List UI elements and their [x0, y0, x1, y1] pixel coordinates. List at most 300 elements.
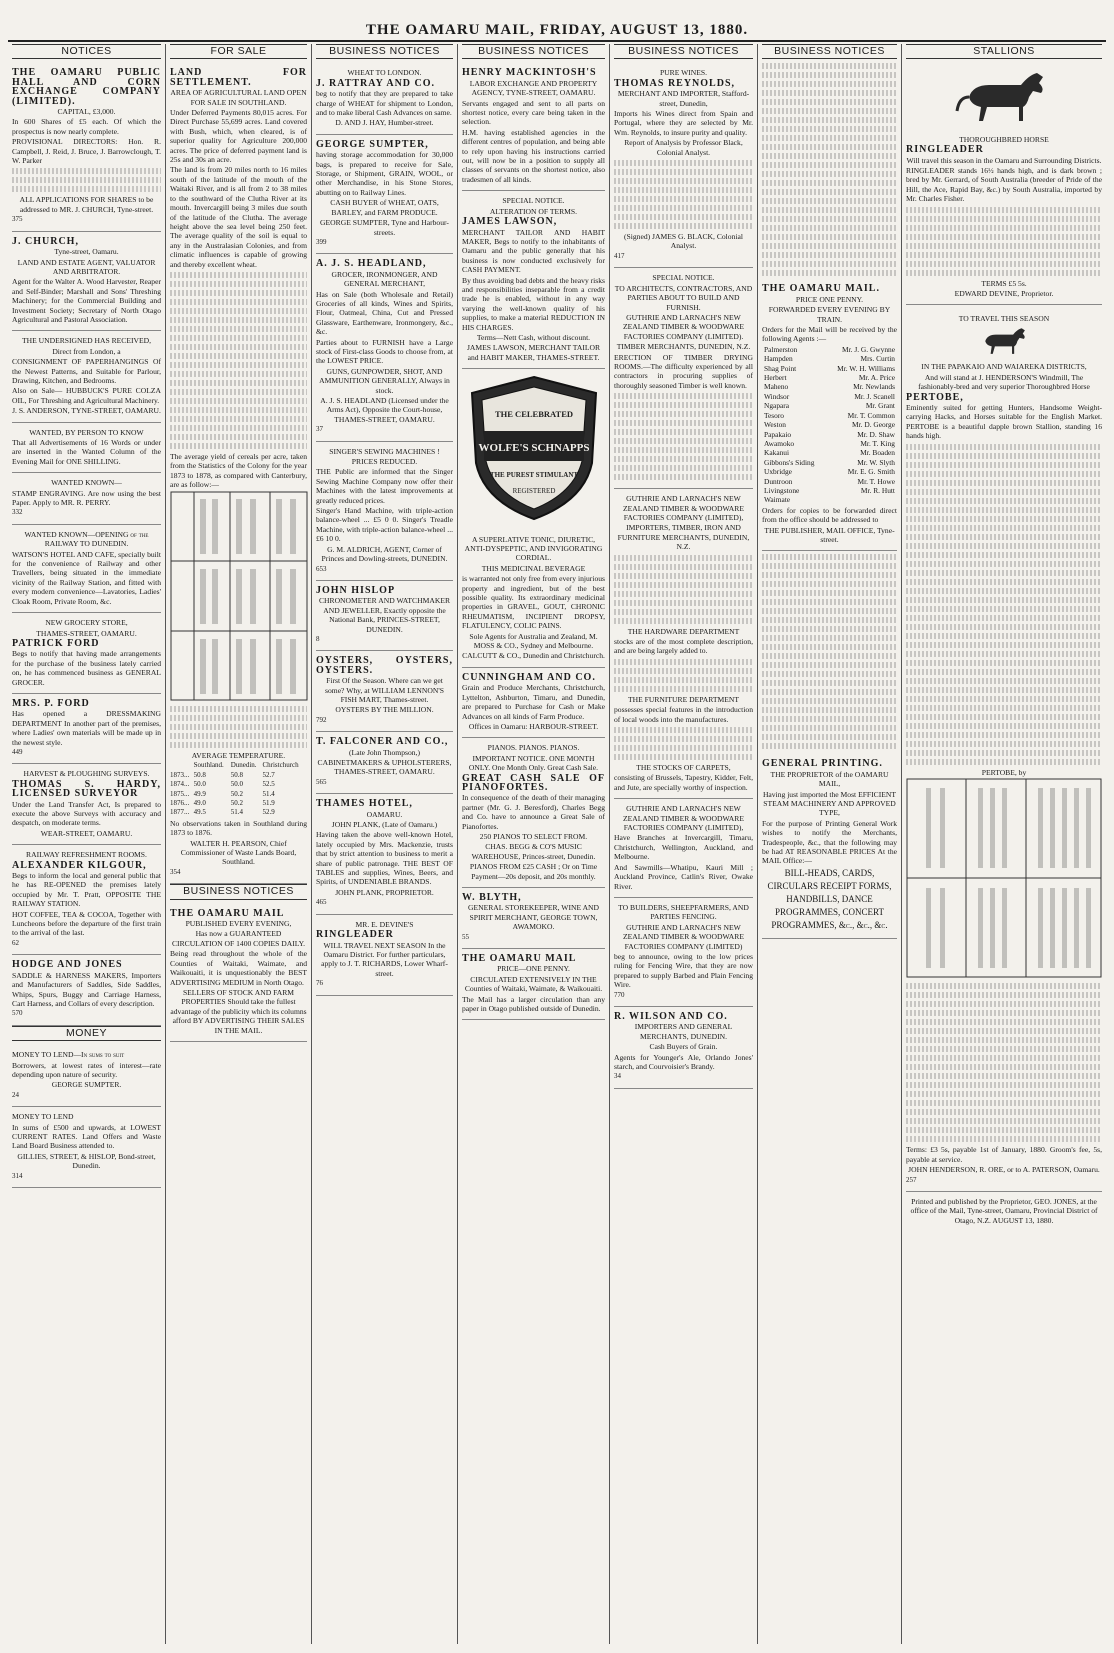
advert-money-2: [12, 1107, 161, 1188]
masthead-rule: [8, 40, 1106, 42]
advert-singer: [316, 442, 453, 581]
advert-number: 24: [12, 1090, 19, 1099]
advert-number: 570: [12, 1009, 23, 1018]
table-row: [170, 799, 307, 808]
advert-body: In sums of £500 and upwards, at LOWEST CURRENT RATES. Land Offers and Waste Land Board Business attended to.: [12, 1122, 161, 1151]
advert-body: In consequence of the death of their managing partner (Mr. G. J. Beresford), Charles Begg and Co. have to announce a Great Sale of Pianofortes.: [462, 793, 605, 831]
advert-sub: LABOR EXCHANGE AND PROPERTY AGENCY, TYNE-STREET, OAMARU.: [469, 78, 598, 98]
advert-head: GUTHRIE AND LARNACH'S NEW ZEALAND TIMBER & WOODWARE FACTORIES COMPANY (LIMITED).: [623, 312, 744, 341]
advert-land-settlement: [170, 63, 307, 884]
table-cell: Palmerston: [764, 344, 798, 354]
advert-sign: GEORGE SUMPTER.: [51, 1080, 122, 1090]
advert-head: HENRY MACKINTOSH'S: [462, 67, 597, 79]
advert-number: 55: [462, 932, 469, 941]
advert-number: 653: [316, 564, 327, 573]
table-cell: 50.0: [230, 780, 243, 789]
advert-head: THOMAS REYNOLDS,: [614, 77, 736, 89]
advert-body: Cash Buyers of Grain.: [649, 1042, 718, 1052]
advert-wanted-1: [12, 423, 161, 474]
advert-extra: Parties about to FURNISH have a Large stock of First-class Goods to choose from, at the LOWEST PRICE.: [316, 337, 453, 366]
advert-head: PATRICK FORD: [12, 637, 100, 649]
table-cell: Mr. T. King: [860, 438, 895, 448]
section-header: BUSINESS NOTICES: [462, 44, 605, 59]
advert-body: Begs to inform the local and general public that he has RE-OPENED the premises lately occupied by Mr. T. Pratt, OPPOSITE THE RAILWAY STATION.: [12, 871, 161, 909]
advert-head: THAMES HOTEL,: [316, 798, 413, 810]
table-row: [762, 373, 897, 382]
table-cell: Mr. Boaden: [860, 448, 895, 458]
advert-sign: D. AND J. HAY, Humber-street.: [335, 118, 434, 128]
advert-guthrie-1: [614, 268, 753, 489]
table-cell: Mr. E. G. Smith: [847, 467, 895, 477]
advert-title: GREAT CASH SALE OF PIANOFORTES.: [462, 772, 605, 793]
table-row: [762, 420, 897, 429]
table-cell: Herbert: [764, 373, 787, 383]
advert-extra: HOT COFFEE, TEA & COCOA, Together with Luncheons before the departure of the first train to the arrival of the last.: [12, 909, 161, 938]
advert-title: A SUPERLATIVE TONIC, DIURETIC, ANTI-DYSPEPTIC, AND INVIGORATING CORDIAL.: [464, 534, 603, 563]
advert-title: WHEAT TO LONDON.: [347, 68, 422, 78]
table-cell: Hampden: [764, 354, 793, 364]
advert-body: Will travel this season in the Oamaru and Surrounding Districts.: [906, 155, 1102, 165]
advert-body: Grain and Produce Merchants, Christchurch, Lyttelton, Ashburton, Timaru, and Dunedin, are prepared to Purchase for Cash or Make Advances on all kinds of Farm Produce.: [462, 683, 605, 721]
column-3: [312, 44, 458, 1644]
horse-icon: [974, 325, 1034, 355]
advert-saddlers: [12, 955, 161, 1025]
table-row: [762, 364, 897, 373]
advert-body: possesses special features in the introduction of local woods into the manufactures.: [614, 705, 753, 724]
advert-head: MONEY TO LEND: [12, 1112, 74, 1122]
advert-extra: Offices in Oamaru: HARBOUR-STREET.: [468, 721, 599, 731]
advert-body: Being read throughout the whole of the Counties of Waitaki, Waimate, and Waikouaiti, it is unquestionably the BEST ADVERTISING MEDIUM in North Otago.: [170, 949, 307, 987]
advert-mail-agents: [762, 279, 897, 551]
table-cell: Mr. J. Scanell: [854, 391, 895, 401]
table-cell: 50.2: [230, 799, 243, 807]
table-cell: Kakanui: [764, 448, 790, 458]
agents-table: [762, 345, 897, 505]
advert-body: For the purpose of Printing General Work wishes to notify the Merchants, Tradespeople, &c., that the following may be had AT REASONABLE PRICES At the MAIL Office:—: [762, 818, 897, 866]
table-cell: Mr. Grant: [865, 401, 895, 411]
table-row: [762, 392, 897, 401]
faded-text: [906, 207, 1102, 276]
advert-footer: ALL APPLICATIONS FOR SHARES to be addressed to MR. J. CHURCH, Tyne-street.: [19, 195, 154, 214]
advert-number: 62: [12, 938, 19, 947]
table-cell: Livingstone: [764, 485, 800, 495]
advert-extra: OYSTERS BY THE MILLION.: [335, 705, 434, 715]
advert-pianos: [462, 738, 605, 888]
imprint-text: Printed and published by the Proprietor, GEO. JONES, at the office of the Mail, Tyne-street, Oamaru, Provincial District of Otago, N.Z. AUGUST 13, 1880.: [910, 1196, 1098, 1225]
advert-title: WANTED, BY PERSON TO KNOW: [29, 427, 144, 437]
advert-extra: And Sawmills—Whatipu, Kauri Mill ; Auckland Province, Catlin's River, Owake River.: [614, 862, 753, 891]
advert-head: MRS. P. FORD: [12, 697, 90, 709]
table-cell: 50.8: [193, 770, 206, 779]
advert-general-printing: [762, 754, 897, 938]
advert-public-hall: [12, 63, 161, 231]
column-7: [902, 44, 1106, 1644]
table-cell: 51.4: [230, 808, 243, 817]
table-cell: Maheno: [764, 382, 789, 392]
advert-number: 465: [316, 898, 327, 907]
section-header: BUSINESS NOTICES: [316, 44, 453, 59]
advert-sign: G. M. ALDRICH, AGENT, Corner of Princes and Dowling-streets, DUNEDIN.: [321, 544, 448, 564]
advert-body: CIRCULATED EXTENSIVELY IN THE Counties of Waitaki, Waimate, & Waikouaiti.: [464, 974, 603, 994]
column-2: [166, 44, 312, 1644]
advert-title: THE HARDWARE DEPARTMENT: [627, 626, 740, 636]
table-cell: Ngapara: [764, 401, 790, 411]
advert-body: SADDLE & HARNESS MAKERS, Importers and Manufacturers of Saddles, Side Saddles, Whips, Spurs, Buggy and Carriage Harness, Cart Harness, and Collars of every description.: [12, 970, 161, 1008]
advert-ringleader: [316, 915, 453, 996]
table-cell: [825, 495, 897, 504]
advert-body: Has now a GUARANTEED CIRCULATION OF 1400 COPIES DAILY.: [171, 929, 306, 948]
advert-sign: J. S. ANDERSON, TYNE-STREET, OAMARU.: [12, 406, 161, 416]
advert-number: 332: [12, 508, 23, 517]
advert-body: Orders for the Mail will be received by the following Agents :—: [762, 325, 897, 344]
advert-guthrie-3: [614, 799, 753, 898]
advert-body: First Of the Season. Where can we get some? Why, at WILLIAM LENNON'S FISH MART, Thames-street.: [325, 676, 444, 704]
table-row: [762, 477, 897, 486]
table-cell: Christchurch: [262, 761, 299, 770]
advert-body: The Mail has a larger circulation than any paper in Otago published outside of Dunedin.: [462, 994, 605, 1014]
advert-sub: MERCHANT AND IMPORTER, Stafford-street, Dunedin,: [617, 89, 750, 108]
advert-head: JOHN HISLOP: [316, 584, 396, 596]
faded-text: [12, 168, 161, 192]
table-cell: Papakaio: [764, 429, 792, 439]
advert-body: In 600 Shares of £5 each. Of which the prospectus is now nearly complete.: [12, 117, 161, 136]
advert-number: 399: [316, 237, 327, 246]
advert-head: THE OAMARU MAIL.: [762, 283, 880, 295]
advert-head: GEORGE SUMPTER,: [316, 138, 429, 150]
table-cell: 1874...: [170, 780, 190, 789]
advert-sub: OAMARU.: [366, 809, 403, 819]
advert-head: JAMES LAWSON,: [462, 216, 558, 228]
table-row: [170, 780, 307, 789]
advert-sign: GEORGE SUMPTER, Tyne and Harbour-streets.: [320, 218, 449, 237]
advert-head: A. J. S. HEADLAND,: [316, 258, 427, 270]
advert-sign: JOHN PLANK, PROPRIETOR.: [335, 887, 434, 897]
advert-body: WILL TRAVEL NEXT SEASON In the Oamaru District. For further particulars, apply to J. T. RICHARDS, Lower Wharf-street.: [321, 940, 448, 978]
advert-headland: [316, 254, 453, 441]
advert-oysters: [316, 651, 453, 732]
advert-mail-circulation: [462, 949, 605, 1020]
advert-number: 314: [12, 1171, 23, 1180]
advert-money-1: [12, 1045, 161, 1107]
advert-head: GUTHRIE AND LARNACH'S NEW ZEALAND TIMBER & WOODWARE FACTORIES COMPANY (LIMITED),: [623, 494, 744, 522]
table-row: [762, 448, 897, 457]
advert-body: THE Public are informed that the Singer Sewing Machine Company now offer their Machines with the latest improvements at greatly reduced prices.: [316, 467, 453, 505]
advert-number: 8: [316, 634, 320, 643]
advert-body: And will stand at J. HENDERSON'S Windmill, The fashionably-bred and very superior Thoroughbred Horse: [918, 372, 1090, 392]
advert-number: 565: [316, 777, 327, 786]
advert-number: 770: [614, 990, 625, 999]
advert-title: SPECIAL NOTICE.: [652, 273, 715, 283]
advert-body: WATSON'S HOTEL AND CAFE, specially built for the convenience of Railway and other Travellers, being situated in the immediate vicinity of the Railway Station, and fitted with every modern convenience—Lavatories, Ladies' Cloak Room, Private Room, &c.: [12, 549, 161, 606]
advert-sign: Sole Agents for Australia and Zealand, M. MOSS & CO., Sydney and Melbourne.: [469, 631, 598, 651]
advert-body: beg to notify that they are prepared to take charge of WHEAT for shipment to London, and to make liberal Cash Advances on same.: [316, 89, 453, 118]
faded-text: [614, 659, 753, 692]
advert-title: THE OAMARU PUBLIC HALL AND CORN EXCHANGE COMPANY (LIMITED).: [12, 67, 161, 107]
section-header: BUSINESS NOTICES: [614, 44, 753, 59]
advert-head: RINGLEADER: [316, 929, 394, 941]
advert-body: Has opened a DRESSMAKING DEPARTMENT In another part of the premises, where Ladies' own materials will be made up in the newest style.: [12, 709, 161, 747]
advert-body: CONSIGNMENT OF PAPERHANGINGS Of the Newest Patterns, and Suitable for Parlour, Drawing, Kitchen, and Bedrooms.: [12, 357, 161, 385]
advert-number: 792: [316, 715, 327, 724]
advert-title: THE STOCKS OF CARPETS,: [636, 763, 731, 773]
advert-body: IMPORTANT NOTICE. ONE MONTH ONLY. One Month Only. Great Cash Sale.: [468, 753, 599, 773]
advert-number: 449: [12, 747, 23, 756]
advert-guthrie-2: [614, 489, 753, 799]
advert-body: By thus avoiding bad debts and the heavy risks and responsibilities inseparable from a credit trade he is enabled, without in any way varying the well-known quality of his supplies, to make a material REDUCTION IN HIS CHARGES.: [462, 275, 605, 332]
table-row: [762, 345, 897, 354]
advert-reynolds: [614, 63, 753, 268]
advert-body: Has on Sale (both Wholesale and Retail) Groceries of all kinds, Wines and Spirits, Flour, Oatmeal, China, Cut and Pressed Glassware, Earthenware, Ironmongery, &c., &c.: [316, 289, 453, 337]
advert-body: Begs to notify that having made arrangements for the purchase of the business lately carried on, he has commenced business as GENERAL GROCER.: [12, 649, 161, 687]
table-cell: Mr. Newlands: [853, 382, 895, 392]
advert-body: The average yield of cereals per acre, taken from the Statistics of the Colony for the year 1873 to 1878, as compared with Canterbury, are as follow:—: [170, 451, 307, 490]
table-cell: Southland.: [193, 761, 224, 770]
temperature-table: [170, 761, 307, 817]
seal-bottom-text: THE PUREST STIMULANT: [489, 471, 578, 480]
advert-number: 37: [316, 425, 323, 434]
table-row: [762, 439, 897, 448]
table-cell: Windsor: [764, 391, 790, 401]
advert-head: HODGE AND JONES: [12, 959, 123, 971]
table-cell: 1876...: [170, 799, 190, 807]
table-cell: 49.0: [193, 799, 206, 807]
advert-body: stocks are of the most complete description, and are being largely added to.: [614, 637, 753, 656]
section-header: MONEY: [12, 1026, 161, 1041]
table-row: [762, 486, 897, 495]
table-row: [762, 430, 897, 439]
faded-text: [906, 983, 1102, 1142]
advert-extra: 250 PIANOS TO SELECT FROM.: [479, 831, 588, 841]
advert-head: J. RATTRAY AND CO.: [316, 77, 436, 89]
advert-lawson: [462, 191, 605, 369]
advert-wanted-2: [12, 473, 161, 525]
advert-sign: (Signed) JAMES G. BLACK, Colonial Analyst.: [624, 232, 743, 251]
table-cell: Awamoko: [764, 438, 795, 448]
advert-body: FORWARDED EVERY EVENING BY TRAIN.: [768, 305, 891, 324]
advert-body: Agent for the Walter A. Wood Harvester, Reaper and Self-Binder; Marshall and Sons' Threshing Machinery; for the Commercial Building and Investment Society; Secretary of North Otago Agricultural and Pastoral Association.: [12, 277, 161, 324]
table-cell: Dunedin.: [230, 761, 257, 770]
section-header: FOR SALE: [170, 44, 307, 59]
table-cell: [170, 761, 194, 770]
table-cell: Shag Point: [764, 363, 797, 373]
column-5: [610, 44, 758, 1644]
table-row: [762, 458, 897, 467]
table-cell: Mr. W. H. Williams: [837, 363, 895, 373]
section-header: STALLIONS: [906, 44, 1102, 59]
masthead: THE OAMARU MAIL, FRIDAY, AUGUST 13, 1880.: [365, 22, 749, 38]
advert-number: 34: [614, 1072, 621, 1081]
table-row: [762, 354, 897, 363]
advert-body: is warranted not only free from every injurious property and ingredient, but of the best possible quality. Its extraordinary medicinal properties in GRAVEL, GOUT, CHRONIC RHEUMATISM, INCIPIENT DROPSY, FLATULENCY, COLIC PAINS.: [462, 574, 605, 631]
imprint: [906, 1192, 1102, 1231]
advert-body: consisting of Brussels, Tapestry, Kidder, Felt, and Jute, are specially worthy of inspection.: [614, 773, 753, 792]
advert-head: GUTHRIE AND LARNACH'S NEW ZEALAND TIMBER & WOODWARE FACTORIES COMPANY (LIMITED): [623, 922, 744, 951]
advert-number: 76: [316, 979, 323, 988]
advert-blyth: [462, 888, 605, 949]
table-cell: Mr. A. Price: [858, 373, 895, 383]
advert-sub: IN THE PAPAKAIO AND WAIAREKA DISTRICTS,: [921, 362, 1087, 372]
table-cell: Mr. W. Slyth: [857, 457, 895, 467]
advert-sign: CHAS. BEGG & CO'S MUSIC WAREHOUSE, Princes-street, Dunedin.: [471, 842, 596, 861]
advert-agent: CALCUTT & CO., Dunedin and Christchurch.: [462, 651, 605, 661]
advert-head: J. CHURCH,: [12, 235, 79, 247]
faded-text: [614, 160, 753, 229]
faded-text: [170, 272, 307, 449]
column-1: [8, 44, 166, 1644]
advert-extra: Agents for Younger's Ale, Orlando Jones' starch, and Courvoisier's Brandy.: [614, 1052, 753, 1071]
advert-head: CUNNINGHAM AND CO.: [462, 671, 596, 683]
advert-head: ALEXANDER KILGOUR,: [12, 859, 147, 871]
advert-title: HARVEST & PLOUGHING SURVEYS.: [23, 769, 150, 779]
advert-cunningham: [462, 668, 605, 738]
faded-text: [906, 444, 1102, 765]
advert-church: [12, 232, 161, 332]
table-cell: 50.0: [193, 780, 206, 789]
advert-pedigree: PERTOBE, by: [981, 767, 1027, 777]
advert-sign: JAMES LAWSON, MERCHANT TAILOR and HABIT MAKER, THAMES-STREET.: [466, 343, 601, 362]
table-cell: Uxbridge: [764, 467, 792, 477]
advert-title: NEW GROCERY STORE,: [45, 618, 128, 628]
advert-head: RINGLEADER: [906, 144, 984, 156]
advert-body: ERECTION OF TIMBER DRYING ROOMS.—The difficulty experienced by all contractors in procuring supplies of thoroughly seasoned Timber is well known.: [614, 352, 753, 390]
advert-body: Eminently suited for getting Hunters, Handsome Weight-carrying Hacks, and Horses suitable for the English Market. PERTOBE is a beautiful dapple brown Stallion, standing 16 hands high.: [906, 402, 1102, 441]
advert-title: THE FURNITURE DEPARTMENT: [627, 694, 740, 704]
table-cell: Mr. R. Hutt: [860, 485, 895, 495]
table-row: [762, 411, 897, 420]
advert-body: having storage accommodation for 30,000 bags, is prepared to receive for Sale, Storage, or Shipment, GRAIN, WOOL, or other Merchandise, in his Stone Stores, abutting on to Railway Lines.: [316, 150, 453, 197]
advert-ringleader-stallion: [906, 130, 1102, 306]
table-cell: 49.9: [193, 789, 206, 798]
seal-top-text: THE CELEBRATED: [494, 409, 573, 420]
table-cell: 1875...: [170, 789, 190, 798]
advert-wheat: [316, 63, 453, 134]
advert-sign: GILLIES, STREET, & HISLOP, Bond-street, Dunedin.: [17, 1151, 156, 1171]
table-cell: Mr. D. George: [852, 420, 895, 430]
advert-mackintosh: [462, 63, 605, 191]
advert-body: That all Advertisements of 16 Words or under are inserted in the Wanted Column of the Evening Mail for ONE SHILLING.: [12, 438, 161, 466]
advert-body: CHRONOMETER AND WATCHMAKER AND JEWELLER, Exactly opposite the National Bank, PRINCES-STREET, DUNEDIN.: [318, 596, 451, 634]
travel-banner: [906, 309, 1102, 361]
advert-title: MR. E. DEVINE'S: [355, 919, 414, 929]
advert-body: Servants engaged and sent to all parts on shortest notice, every care being taken in the selection.: [462, 98, 605, 127]
rotated-yield-table: [170, 491, 308, 701]
advert-head: GUTHRIE AND LARNACH'S NEW ZEALAND TIMBER & WOODWARE FACTORIES COMPANY (LIMITED),: [623, 804, 744, 833]
advert-sign: JOHN HENDERSON, R. ORE, or to A. PATERSON, Oamaru.: [908, 1165, 1100, 1175]
advert-body: MERCHANT TAILOR AND HABIT MAKER, Begs to notify to the inhabitants of Oamaru and the public generally that his business is now conducted exclusively for CASH PAYMENT.: [462, 227, 605, 275]
table-cell: Mr. T. Common: [847, 410, 895, 420]
advert-body: IMPORTERS, TIMBER, IRON AND FURNITURE MERCHANTS, DUNEDIN, N.Z.: [617, 523, 750, 552]
table-header-row: [170, 761, 307, 770]
advert-body: TIMBER MERCHANTS, DUNEDIN, N.Z.: [616, 342, 751, 352]
advert-body: THE PROPRIETOR of the OAMARU MAIL,: [770, 769, 889, 789]
faded-text: [762, 554, 897, 754]
advert-number: 354: [170, 867, 181, 876]
advert-sub: PRICE ONE PENNY.: [795, 294, 864, 304]
advert-title: WANTED KNOWN—: [51, 478, 122, 488]
advert-head: THE OAMARU MAIL: [462, 953, 577, 965]
table-cell: Tesoro: [764, 410, 785, 420]
table-cell: Mr. T. Howe: [857, 476, 895, 486]
advert-sub: AREA OF AGRICULTURAL LAND OPEN FOR SALE IN SOUTHLAND.: [170, 88, 307, 107]
advert-paperhangings: [12, 331, 161, 422]
advert-sub: TO ARCHITECTS, CONTRACTORS, AND PARTIES ABOUT TO BUILD AND FURNISH.: [614, 283, 753, 312]
section-header: NOTICES: [12, 44, 161, 59]
advert-title: LAND AND ESTATE AGENT, VALUATOR AND ARBITRATOR.: [17, 257, 156, 276]
table-cell: Mr. D. Shaw: [857, 429, 895, 439]
table-row: [170, 771, 307, 780]
advert-body: Imports his Wines direct from Spain and Portugal, where they are selected by Mr. Wm. Reynolds, to insure purity and quality.: [614, 109, 753, 137]
advert-grocery: [12, 613, 161, 694]
section-header: BUSINESS NOTICES: [170, 884, 307, 899]
advert-hislop: [316, 581, 453, 651]
table-row: [170, 808, 307, 817]
advert-schnapps: [462, 530, 605, 668]
table-row: [762, 495, 897, 504]
advert-head: MONEY TO LEND—In sums to suit: [12, 1050, 125, 1060]
advert-body: The land is from 20 miles north to 16 miles south of the latitude of the mouth of the Waitaki River, and is all from 2 to 38 miles to the southward of the Clutha River at its mouth. Invercargill being 3 miles due south of the latitude of the Clutha. The average height above the sea level being 250 feet. The average quality of the soil is equal to any in the Australasian Colonies, and from climatic influences is capable of growing and thereby excellent wheat.: [170, 165, 307, 269]
table-caption: AVERAGE TEMPERATURE.: [191, 750, 286, 760]
advert-body: beg to announce, owing to the low prices ruling for Fencing Wire, that they are now prepared to supply Barbed and Plain Fencing Wire.: [614, 951, 753, 990]
advert-capital: CAPITAL, £3,000.: [57, 107, 116, 117]
advert-list: BILL-HEADS, CARDS, CIRCULARS RECEIPT FORMS, HANDBILLS, DANCE PROGRAMMES, CONCERT PROGRAMMES, &c., &c., &c.: [767, 867, 892, 930]
table-cell: 1873...: [170, 770, 190, 779]
advert-falconer: [316, 732, 453, 794]
table-row: [762, 401, 897, 410]
advert-sign: THE PUBLISHER, MAIL OFFICE, Tyne-street.: [764, 525, 895, 544]
advert-body: GENERAL STOREKEEPER, WINE AND SPIRIT MERCHANT, GEORGE TOWN, AWAMOKO.: [467, 903, 600, 932]
horse-illustration: [906, 63, 1102, 129]
advert-terms: TERMS £5 5s.: [981, 278, 1027, 288]
advert-sub: PRICES REDUCED.: [351, 457, 418, 467]
advert-title: RAILWAY REFRESHMENT ROOMS.: [26, 850, 147, 860]
advert-sign: WEAR-STREET, OAMARU.: [40, 828, 133, 838]
schnapps-seal: [462, 369, 605, 529]
advert-terms: Terms: £3 5s, payable 1st of January, 1880. Groom's fee, 5s, payable at service.: [906, 1145, 1102, 1164]
table-row: [762, 382, 897, 391]
advert-title: PURE WINES.: [659, 68, 708, 78]
advert-number: 417: [614, 251, 625, 260]
advert-head: W. BLYTH,: [462, 892, 522, 903]
advert-body: Singer's Hand Machine, with triple-action balance-wheel ... £5 0 0. Singer's Treadle Machine, with triple-action balance-wheel ... £6 10 0.: [316, 506, 453, 544]
table-cell: 51.4: [262, 789, 275, 798]
advert-body: SELLERS OF STOCK AND FARM PROPERTIES Should take the fullest advantage of the publicity which its columns afford BY ADVERTISING THEIR SALES IN THE MAIL.: [170, 987, 307, 1035]
advert-title: THE UNDERSIGNED HAS RECEIVED,: [21, 336, 152, 346]
advert-sub: THAMES-STREET, OAMARU.: [36, 628, 137, 638]
advert-body: Report of Analysis by Professor Black, Colonial Analyst.: [624, 138, 743, 157]
advert-head: OYSTERS, OYSTERS, OYSTERS.: [316, 655, 453, 676]
advert-pertobe: [906, 305, 1102, 1192]
table-cell: Waimate: [764, 495, 791, 505]
advert-head: T. FALCONER AND CO.,: [316, 736, 449, 748]
table-cell: 1877...: [170, 808, 190, 817]
table-cell: 52.9: [262, 808, 275, 817]
table-cell: Weston: [764, 420, 786, 430]
advert-name: JOHN PLANK, (Late of Oamaru.): [331, 820, 438, 830]
faded-text: [170, 706, 307, 748]
advert-sub: PRICE—ONE PENNY.: [497, 964, 570, 974]
table-cell: Mr. J. G. Gwynne: [842, 344, 895, 354]
advert-sub: Direct from London, a: [52, 346, 121, 356]
advert-body: RINGLEADER stands 16½ hands high, and is dark brown ; bred by Mr. Gerrard, of South Australia (breeder of Pride of the Hill, the Ace, Rapid Bay, &c.) by South Australia, imported by Mr. Charles Fisher.: [906, 166, 1102, 204]
advert-guthrie-4: [614, 898, 753, 1007]
advert-number: 257: [906, 1175, 917, 1184]
advert-number: 375: [12, 215, 23, 224]
advert-sub: THIS MEDICINAL BEVERAGE: [481, 563, 586, 573]
advert-head: THOMAS S. HARDY, LICENSED SURVEYOR: [12, 778, 161, 800]
table-cell: 51.9: [262, 799, 275, 807]
seal-main-text: WOLFE'S SCHNAPPS: [478, 442, 589, 455]
advert-body: Having just imported the Most EFFICIENT STEAM MACHINERY AND APPROVED TYPE,: [762, 789, 897, 818]
